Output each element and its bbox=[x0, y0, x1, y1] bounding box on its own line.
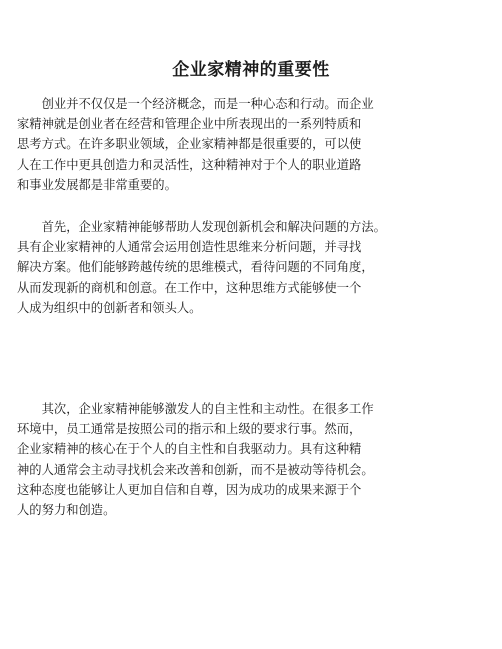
paragraph-line: 企业家精神的核心在于个人的自主性和自我驱动力。具有这种精 bbox=[17, 442, 362, 457]
paragraph-line: 其次，企业家精神能够激发人的自主性和主动性。在很多工作 bbox=[17, 402, 374, 416]
paragraph-line: 从而发现新的商机和创意。在工作中，这种思维方式能够使一个 bbox=[17, 280, 362, 295]
paragraph-line: 家精神就是创业者在经营和管理企业中所表现出的一系列特质和 bbox=[17, 117, 362, 132]
paragraph-line: 这种态度也能够让人更加自信和自尊，因为成功的成果来源于个 bbox=[17, 482, 362, 497]
paragraph-line: 思考方式。在许多职业领域，企业家精神都是很重要的，可以使 bbox=[17, 137, 362, 152]
paragraph-line: 和事业发展都是非常重要的。 bbox=[17, 177, 177, 192]
paragraph-line: 创业并不仅仅是一个经济概念，而是一种心态和行动。而企业 bbox=[17, 97, 374, 111]
paragraph-line: 人的努力和创造。 bbox=[17, 503, 116, 518]
paragraph-2 bbox=[17, 217, 487, 318]
paragraph-1 bbox=[17, 94, 487, 195]
paragraph-line: 神的人通常会主动寻找机会来改善和创新，而不是被动等待机会。 bbox=[17, 462, 374, 477]
paragraph-line: 人成为组织中的创新者和领头人。 bbox=[17, 300, 202, 315]
paragraph-line: 具有企业家精神的人通常会运用创造性思维来分析问题，并寻找 bbox=[17, 240, 362, 255]
paragraph-line: 首先，企业家精神能够帮助人发现创新机会和解决问题的方法。 bbox=[17, 220, 386, 234]
paragraph-line: 解决方案。他们能够跨越传统的思维模式，看待问题的不同角度， bbox=[17, 260, 374, 275]
document-title: 企业家精神的重要性 bbox=[172, 60, 330, 80]
paragraph-3 bbox=[17, 399, 487, 520]
paragraph-line: 人在工作中更具创造力和灵活性，这种精神对于个人的职业道路 bbox=[17, 157, 362, 172]
paragraph-line: 环境中，员工通常是按照公司的指示和上级的要求行事。然而， bbox=[17, 422, 362, 437]
